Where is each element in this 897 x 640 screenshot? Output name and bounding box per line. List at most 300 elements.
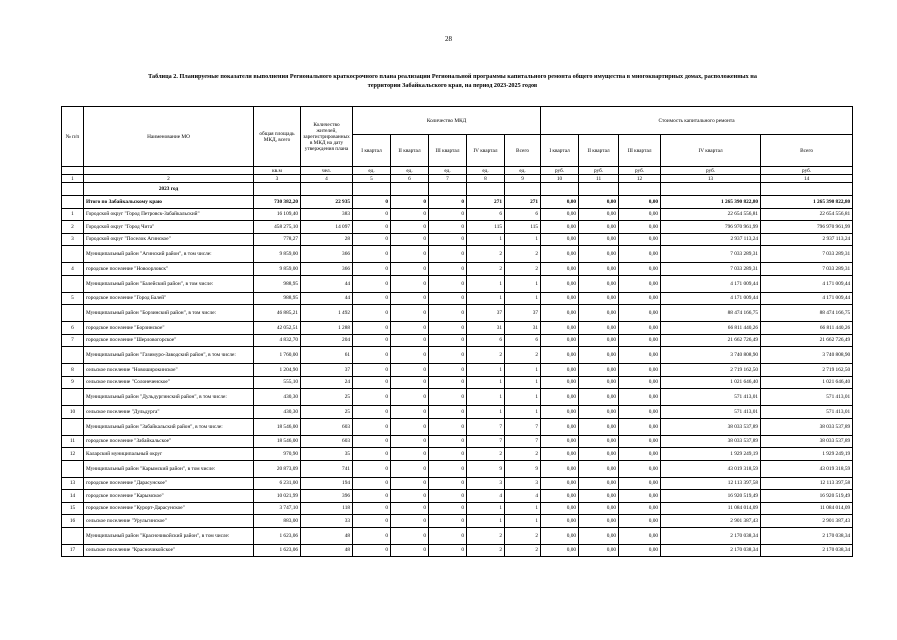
unit-cell: руб. bbox=[619, 167, 661, 175]
row-cost-q4: 1 265 390 822,80 bbox=[661, 196, 761, 209]
row-cost-q2: 0,00 bbox=[579, 233, 619, 246]
year-row bbox=[62, 183, 853, 196]
row-cost-q4: 1 929 249,19 bbox=[661, 448, 761, 461]
row-mkd-q4: 2 bbox=[467, 347, 505, 364]
row-mkd-q2: 0 bbox=[391, 275, 429, 292]
table-row bbox=[62, 515, 853, 528]
row-mkd-q4: 2 bbox=[467, 263, 505, 276]
row-mkd-q2: 0 bbox=[391, 233, 429, 246]
row-number bbox=[62, 389, 84, 406]
unit-cell: руб. bbox=[761, 167, 853, 175]
row-mkd-q1: 0 bbox=[353, 406, 391, 419]
row-mkd-total: 6 bbox=[505, 334, 541, 347]
row-area: 988,95 bbox=[254, 275, 301, 292]
row-area: 20 873,09 bbox=[254, 460, 301, 477]
row-cost-q1: 0,00 bbox=[541, 208, 579, 221]
row-cost-total: 2 170 038,34 bbox=[761, 527, 853, 544]
page-number: 28 bbox=[445, 35, 452, 43]
row-cost-q4: 11 084 014,09 bbox=[661, 502, 761, 515]
row-mkd-total: 2 bbox=[505, 347, 541, 364]
row-mkd-total: 2 bbox=[505, 263, 541, 276]
row-cost-q4: 22 654 556,81 bbox=[661, 208, 761, 221]
row-mkd-total: 31 bbox=[505, 322, 541, 335]
row-mkd-q4: 1 bbox=[467, 292, 505, 305]
row-cost-q3: 0,00 bbox=[619, 490, 661, 503]
row-mkd-q3: 0 bbox=[429, 502, 467, 515]
row-cost-q3: 0,00 bbox=[619, 275, 661, 292]
row-mkd-q1: 0 bbox=[353, 334, 391, 347]
row-cost-q4: 2 170 038,34 bbox=[661, 527, 761, 544]
row-cost-total: 4 171 009,44 bbox=[761, 292, 853, 305]
table-row bbox=[62, 347, 853, 364]
row-residents: 1 492 bbox=[301, 305, 353, 322]
row-mkd-total: 1 bbox=[505, 364, 541, 377]
row-cost-q2: 0,00 bbox=[579, 515, 619, 528]
row-area: 970,90 bbox=[254, 448, 301, 461]
unit-cell: чел. bbox=[301, 167, 353, 175]
row-area: 42 052,51 bbox=[254, 322, 301, 335]
row-mkd-q1: 0 bbox=[353, 448, 391, 461]
row-mkd-q3: 0 bbox=[429, 448, 467, 461]
row-cost-q2: 0,00 bbox=[579, 389, 619, 406]
table-row bbox=[62, 460, 853, 477]
row-cost-q2: 0,00 bbox=[579, 246, 619, 263]
row-residents: 383 bbox=[301, 208, 353, 221]
row-mkd-q4: 115 bbox=[467, 221, 505, 234]
row-number: 5 bbox=[62, 292, 84, 305]
row-area: 9 859,00 bbox=[254, 263, 301, 276]
row-number: 16 bbox=[62, 515, 84, 528]
header-mkd-q1: I квартал bbox=[353, 135, 391, 167]
row-cost-q1: 0,00 bbox=[541, 515, 579, 528]
row-number bbox=[62, 196, 84, 209]
row-mkd-total: 1 bbox=[505, 515, 541, 528]
row-residents: 204 bbox=[301, 334, 353, 347]
row-mkd-q1: 0 bbox=[353, 196, 391, 209]
row-mkd-total: 2 bbox=[505, 448, 541, 461]
table-row bbox=[62, 376, 853, 389]
row-mkd-q4: 1 bbox=[467, 515, 505, 528]
row-mkd-q2: 0 bbox=[391, 406, 429, 419]
table-row bbox=[62, 292, 853, 305]
row-residents: 603 bbox=[301, 418, 353, 435]
row-cost-q2: 0,00 bbox=[579, 208, 619, 221]
row-cost-q1: 0,00 bbox=[541, 196, 579, 209]
table-row bbox=[62, 477, 853, 490]
row-cost-q4: 7 033 289,31 bbox=[661, 246, 761, 263]
row-cost-total: 3 740 808,90 bbox=[761, 347, 853, 364]
row-mkd-q3: 0 bbox=[429, 275, 467, 292]
row-residents: 25 bbox=[301, 406, 353, 419]
row-mo-name: городское поселение "Шерловогорское" bbox=[84, 334, 254, 347]
row-cost-q1: 0,00 bbox=[541, 418, 579, 435]
row-mo-name: Каларский муниципальный округ bbox=[84, 448, 254, 461]
row-cost-total: 7 033 289,31 bbox=[761, 246, 853, 263]
row-mkd-q2: 0 bbox=[391, 448, 429, 461]
table-row bbox=[62, 448, 853, 461]
row-mo-name: Муниципальный район "Красночикойский район", в том числе: bbox=[84, 527, 254, 544]
row-mkd-q3: 0 bbox=[429, 544, 467, 557]
row-mkd-q1: 0 bbox=[353, 263, 391, 276]
row-cost-total: 2 719 162,50 bbox=[761, 364, 853, 377]
row-cost-q2: 0,00 bbox=[579, 418, 619, 435]
col-number: 13 bbox=[661, 175, 761, 183]
row-mo-name: городское поселение "Борзинское" bbox=[84, 322, 254, 335]
row-cost-q4: 4 171 009,44 bbox=[661, 275, 761, 292]
row-mo-name: Муниципальный район "Забайкальский район", в том числе: bbox=[84, 418, 254, 435]
row-mkd-q4: 3 bbox=[467, 477, 505, 490]
col-number: 12 bbox=[619, 175, 661, 183]
row-mkd-q1: 0 bbox=[353, 275, 391, 292]
row-area: 458 275,10 bbox=[254, 221, 301, 234]
row-mo-name: Итого по Забайкальскому краю bbox=[84, 196, 254, 209]
row-cost-total: 66 811 440,26 bbox=[761, 322, 853, 335]
table-row bbox=[62, 527, 853, 544]
row-mkd-q3: 0 bbox=[429, 221, 467, 234]
row-cost-q3: 0,00 bbox=[619, 221, 661, 234]
row-mkd-q2: 0 bbox=[391, 246, 429, 263]
row-cost-q4: 2 937 113,24 bbox=[661, 233, 761, 246]
row-cost-q4: 2 719 162,50 bbox=[661, 364, 761, 377]
row-mkd-total: 1 bbox=[505, 389, 541, 406]
row-area: 988,95 bbox=[254, 292, 301, 305]
table-row bbox=[62, 435, 853, 448]
row-area: 1 760,00 bbox=[254, 347, 301, 364]
year-empty-cell bbox=[761, 183, 853, 196]
row-mkd-q3: 0 bbox=[429, 418, 467, 435]
row-mkd-q2: 0 bbox=[391, 477, 429, 490]
row-mkd-q1: 0 bbox=[353, 292, 391, 305]
row-cost-q2: 0,00 bbox=[579, 460, 619, 477]
row-mkd-q1: 0 bbox=[353, 305, 391, 322]
table-row bbox=[62, 221, 853, 234]
row-number: 6 bbox=[62, 322, 84, 335]
row-number: 15 bbox=[62, 502, 84, 515]
row-mkd-q1: 0 bbox=[353, 376, 391, 389]
row-cost-q4: 571 413,01 bbox=[661, 389, 761, 406]
row-cost-q1: 0,00 bbox=[541, 527, 579, 544]
row-mo-name: Муниципальный район "Борзинский район", в том числе: bbox=[84, 305, 254, 322]
header-mo: Наименование МО bbox=[84, 107, 254, 167]
row-residents: 603 bbox=[301, 435, 353, 448]
table-row bbox=[62, 502, 853, 515]
row-cost-q4: 4 171 009,44 bbox=[661, 292, 761, 305]
row-cost-total: 21 662 726,49 bbox=[761, 334, 853, 347]
row-mo-name: сельское поселение "Урульгинское" bbox=[84, 515, 254, 528]
row-mkd-q3: 0 bbox=[429, 460, 467, 477]
row-number bbox=[62, 460, 84, 477]
row-number bbox=[62, 275, 84, 292]
row-mkd-q4: 1 bbox=[467, 275, 505, 292]
table-row bbox=[62, 490, 853, 503]
row-area: 1 623,06 bbox=[254, 527, 301, 544]
row-area: 430,30 bbox=[254, 389, 301, 406]
row-cost-q3: 0,00 bbox=[619, 334, 661, 347]
row-cost-q3: 0,00 bbox=[619, 263, 661, 276]
header-mkd-group: Количество МКД bbox=[353, 107, 541, 135]
col-number: 4 bbox=[301, 175, 353, 183]
row-cost-total: 2 937 113,24 bbox=[761, 233, 853, 246]
header-cost-q2: II квартал bbox=[579, 135, 619, 167]
unit-cell: руб. bbox=[661, 167, 761, 175]
row-mkd-total: 1 bbox=[505, 502, 541, 515]
unit-cell: кв.м bbox=[254, 167, 301, 175]
row-cost-q4: 3 740 808,90 bbox=[661, 347, 761, 364]
row-cost-q4: 21 662 726,49 bbox=[661, 334, 761, 347]
row-cost-total: 43 019 318,59 bbox=[761, 460, 853, 477]
row-mkd-total: 115 bbox=[505, 221, 541, 234]
row-mkd-total: 2 bbox=[505, 246, 541, 263]
year-empty-cell bbox=[62, 183, 84, 196]
row-mkd-q3: 0 bbox=[429, 196, 467, 209]
row-cost-q4: 796 970 961,99 bbox=[661, 221, 761, 234]
header-area: общая площадь МКД, всего bbox=[254, 107, 301, 167]
row-cost-q3: 0,00 bbox=[619, 196, 661, 209]
row-mkd-q3: 0 bbox=[429, 435, 467, 448]
row-mo-name: Городской округ "Поселок Агинское" bbox=[84, 233, 254, 246]
row-mo-name: Муниципальный район "Карымский район", в том числе: bbox=[84, 460, 254, 477]
table-row bbox=[62, 389, 853, 406]
row-cost-q1: 0,00 bbox=[541, 305, 579, 322]
row-mkd-q2: 0 bbox=[391, 490, 429, 503]
row-mkd-q3: 0 bbox=[429, 406, 467, 419]
row-cost-q2: 0,00 bbox=[579, 263, 619, 276]
header-num: № п/п bbox=[62, 107, 84, 167]
row-number: 8 bbox=[62, 364, 84, 377]
unit-cell: ед. bbox=[391, 167, 429, 175]
row-area: 16 109,40 bbox=[254, 208, 301, 221]
table-row bbox=[62, 544, 853, 557]
row-cost-q2: 0,00 bbox=[579, 305, 619, 322]
row-mkd-q2: 0 bbox=[391, 292, 429, 305]
units-row bbox=[62, 167, 853, 175]
row-mkd-q4: 1 bbox=[467, 406, 505, 419]
table-title bbox=[60, 73, 845, 90]
row-cost-q4: 66 811 440,26 bbox=[661, 322, 761, 335]
row-mkd-q2: 0 bbox=[391, 196, 429, 209]
row-cost-q2: 0,00 bbox=[579, 322, 619, 335]
row-cost-total: 1 021 646,40 bbox=[761, 376, 853, 389]
row-mkd-q1: 0 bbox=[353, 389, 391, 406]
year-empty-cell bbox=[301, 183, 353, 196]
row-cost-q2: 0,00 bbox=[579, 221, 619, 234]
row-mkd-q4: 1 bbox=[467, 502, 505, 515]
row-residents: 33 bbox=[301, 515, 353, 528]
row-mkd-q4: 1 bbox=[467, 364, 505, 377]
row-cost-total: 38 033 537,89 bbox=[761, 435, 853, 448]
row-mkd-q4: 7 bbox=[467, 418, 505, 435]
row-mkd-q3: 0 bbox=[429, 246, 467, 263]
row-cost-q1: 0,00 bbox=[541, 233, 579, 246]
row-mo-name: городское поселение "Новоорловск" bbox=[84, 263, 254, 276]
row-number bbox=[62, 305, 84, 322]
table-row bbox=[62, 208, 853, 221]
row-mkd-q2: 0 bbox=[391, 221, 429, 234]
row-mkd-total: 1 bbox=[505, 233, 541, 246]
row-cost-q4: 12 113 397,58 bbox=[661, 477, 761, 490]
row-mkd-q2: 0 bbox=[391, 515, 429, 528]
header-mkd-q3: III квартал bbox=[429, 135, 467, 167]
row-mkd-q4: 6 bbox=[467, 334, 505, 347]
row-residents: 24 bbox=[301, 376, 353, 389]
row-cost-q2: 0,00 bbox=[579, 292, 619, 305]
col-number: 1 bbox=[62, 175, 84, 183]
row-mkd-q2: 0 bbox=[391, 502, 429, 515]
row-mkd-q1: 0 bbox=[353, 515, 391, 528]
row-area: 430,30 bbox=[254, 406, 301, 419]
row-mkd-q1: 0 bbox=[353, 477, 391, 490]
row-residents: 396 bbox=[301, 490, 353, 503]
row-number bbox=[62, 527, 84, 544]
row-area: 730 382,20 bbox=[254, 196, 301, 209]
row-residents: 35 bbox=[301, 448, 353, 461]
row-mkd-total: 7 bbox=[505, 435, 541, 448]
row-area: 4 832,70 bbox=[254, 334, 301, 347]
row-cost-q4: 38 033 537,89 bbox=[661, 418, 761, 435]
row-cost-q1: 0,00 bbox=[541, 263, 579, 276]
header-mkd-q2: II квартал bbox=[391, 135, 429, 167]
year-empty-cell bbox=[619, 183, 661, 196]
row-mkd-q3: 0 bbox=[429, 305, 467, 322]
row-cost-q4: 88 474 166,75 bbox=[661, 305, 761, 322]
row-mkd-q1: 0 bbox=[353, 322, 391, 335]
row-area: 18 546,00 bbox=[254, 418, 301, 435]
row-cost-q3: 0,00 bbox=[619, 527, 661, 544]
row-number: 3 bbox=[62, 233, 84, 246]
row-mkd-q3: 0 bbox=[429, 292, 467, 305]
col-number: 8 bbox=[467, 175, 505, 183]
row-cost-total: 12 113 397,58 bbox=[761, 477, 853, 490]
row-cost-q1: 0,00 bbox=[541, 448, 579, 461]
row-mkd-q2: 0 bbox=[391, 305, 429, 322]
row-mkd-total: 2 bbox=[505, 527, 541, 544]
row-mo-name: сельское поселение "Солонеченское" bbox=[84, 376, 254, 389]
row-mkd-q2: 0 bbox=[391, 435, 429, 448]
row-mkd-q4: 31 bbox=[467, 322, 505, 335]
row-mkd-q3: 0 bbox=[429, 389, 467, 406]
header-cost-q4: IV квартал bbox=[661, 135, 761, 167]
row-mkd-q2: 0 bbox=[391, 208, 429, 221]
col-number: 6 bbox=[391, 175, 429, 183]
row-mkd-total: 3 bbox=[505, 477, 541, 490]
row-area: 555,10 bbox=[254, 376, 301, 389]
row-mkd-q1: 0 bbox=[353, 544, 391, 557]
row-cost-q3: 0,00 bbox=[619, 502, 661, 515]
row-mo-name: Муниципальный район "Газимуро-Заводский район", в том числе: bbox=[84, 347, 254, 364]
unit-cell bbox=[84, 167, 254, 175]
row-mkd-q4: 9 bbox=[467, 460, 505, 477]
row-cost-total: 2 901 387,43 bbox=[761, 515, 853, 528]
row-cost-q2: 0,00 bbox=[579, 334, 619, 347]
row-mkd-q4: 7 bbox=[467, 435, 505, 448]
row-cost-q3: 0,00 bbox=[619, 460, 661, 477]
unit-cell: руб. bbox=[579, 167, 619, 175]
year-empty-cell bbox=[579, 183, 619, 196]
row-mkd-q4: 271 bbox=[467, 196, 505, 209]
row-cost-q3: 0,00 bbox=[619, 376, 661, 389]
row-area: 883,00 bbox=[254, 515, 301, 528]
year-empty-cell bbox=[429, 183, 467, 196]
row-cost-total: 88 474 166,75 bbox=[761, 305, 853, 322]
row-cost-q1: 0,00 bbox=[541, 275, 579, 292]
row-mo-name: сельское поселение "Дульдурга" bbox=[84, 406, 254, 419]
row-cost-q3: 0,00 bbox=[619, 322, 661, 335]
header-cost-q1: I квартал bbox=[541, 135, 579, 167]
row-area: 9 859,00 bbox=[254, 246, 301, 263]
row-cost-q1: 0,00 bbox=[541, 246, 579, 263]
table-row bbox=[62, 246, 853, 263]
row-cost-total: 1 929 249,19 bbox=[761, 448, 853, 461]
row-cost-q3: 0,00 bbox=[619, 406, 661, 419]
row-residents: 61 bbox=[301, 347, 353, 364]
row-mkd-q3: 0 bbox=[429, 515, 467, 528]
header-residents: Количество жителей, зарегистрированных в МКД на дату утверждения плана bbox=[301, 107, 353, 167]
row-number: 1 bbox=[62, 208, 84, 221]
row-cost-q1: 0,00 bbox=[541, 221, 579, 234]
row-mkd-q2: 0 bbox=[391, 364, 429, 377]
row-residents: 22 935 bbox=[301, 196, 353, 209]
row-mkd-total: 7 bbox=[505, 418, 541, 435]
row-residents: 28 bbox=[301, 233, 353, 246]
row-number: 2 bbox=[62, 221, 84, 234]
row-mo-name: городское поселение "Карымское" bbox=[84, 490, 254, 503]
row-cost-q3: 0,00 bbox=[619, 389, 661, 406]
row-mkd-q3: 0 bbox=[429, 364, 467, 377]
row-area: 6 231,00 bbox=[254, 477, 301, 490]
header-cost-q3: III квартал bbox=[619, 135, 661, 167]
row-cost-q3: 0,00 bbox=[619, 435, 661, 448]
row-mkd-q2: 0 bbox=[391, 376, 429, 389]
row-cost-q1: 0,00 bbox=[541, 389, 579, 406]
unit-cell: ед. bbox=[505, 167, 541, 175]
table-row bbox=[62, 406, 853, 419]
row-cost-q1: 0,00 bbox=[541, 435, 579, 448]
row-cost-q3: 0,00 bbox=[619, 544, 661, 557]
row-mkd-q4: 1 bbox=[467, 376, 505, 389]
row-cost-q4: 16 920 519,49 bbox=[661, 490, 761, 503]
row-mkd-q1: 0 bbox=[353, 418, 391, 435]
row-cost-total: 796 970 961,99 bbox=[761, 221, 853, 234]
row-mkd-q1: 0 bbox=[353, 233, 391, 246]
header-cost-group: Стоимость капитального ремонта bbox=[541, 107, 853, 135]
row-mkd-q2: 0 bbox=[391, 347, 429, 364]
row-mkd-q1: 0 bbox=[353, 502, 391, 515]
row-mkd-q2: 0 bbox=[391, 418, 429, 435]
column-numbers-row bbox=[62, 175, 853, 183]
row-number: 4 bbox=[62, 263, 84, 276]
table-row bbox=[62, 322, 853, 335]
row-mkd-q1: 0 bbox=[353, 364, 391, 377]
row-area: 10 021,99 bbox=[254, 490, 301, 503]
col-number: 3 bbox=[254, 175, 301, 183]
row-mkd-total: 271 bbox=[505, 196, 541, 209]
row-cost-q3: 0,00 bbox=[619, 477, 661, 490]
row-number: 13 bbox=[62, 477, 84, 490]
row-residents: 741 bbox=[301, 460, 353, 477]
table-row bbox=[62, 275, 853, 292]
row-residents: 44 bbox=[301, 275, 353, 292]
row-cost-q2: 0,00 bbox=[579, 406, 619, 419]
col-number: 2 bbox=[84, 175, 254, 183]
row-mkd-q1: 0 bbox=[353, 246, 391, 263]
row-mkd-q4: 2 bbox=[467, 246, 505, 263]
row-mkd-q2: 0 bbox=[391, 460, 429, 477]
year-empty-cell bbox=[353, 183, 391, 196]
year-empty-cell bbox=[541, 183, 579, 196]
row-number bbox=[62, 347, 84, 364]
row-cost-total: 571 413,01 bbox=[761, 389, 853, 406]
unit-cell bbox=[62, 167, 84, 175]
